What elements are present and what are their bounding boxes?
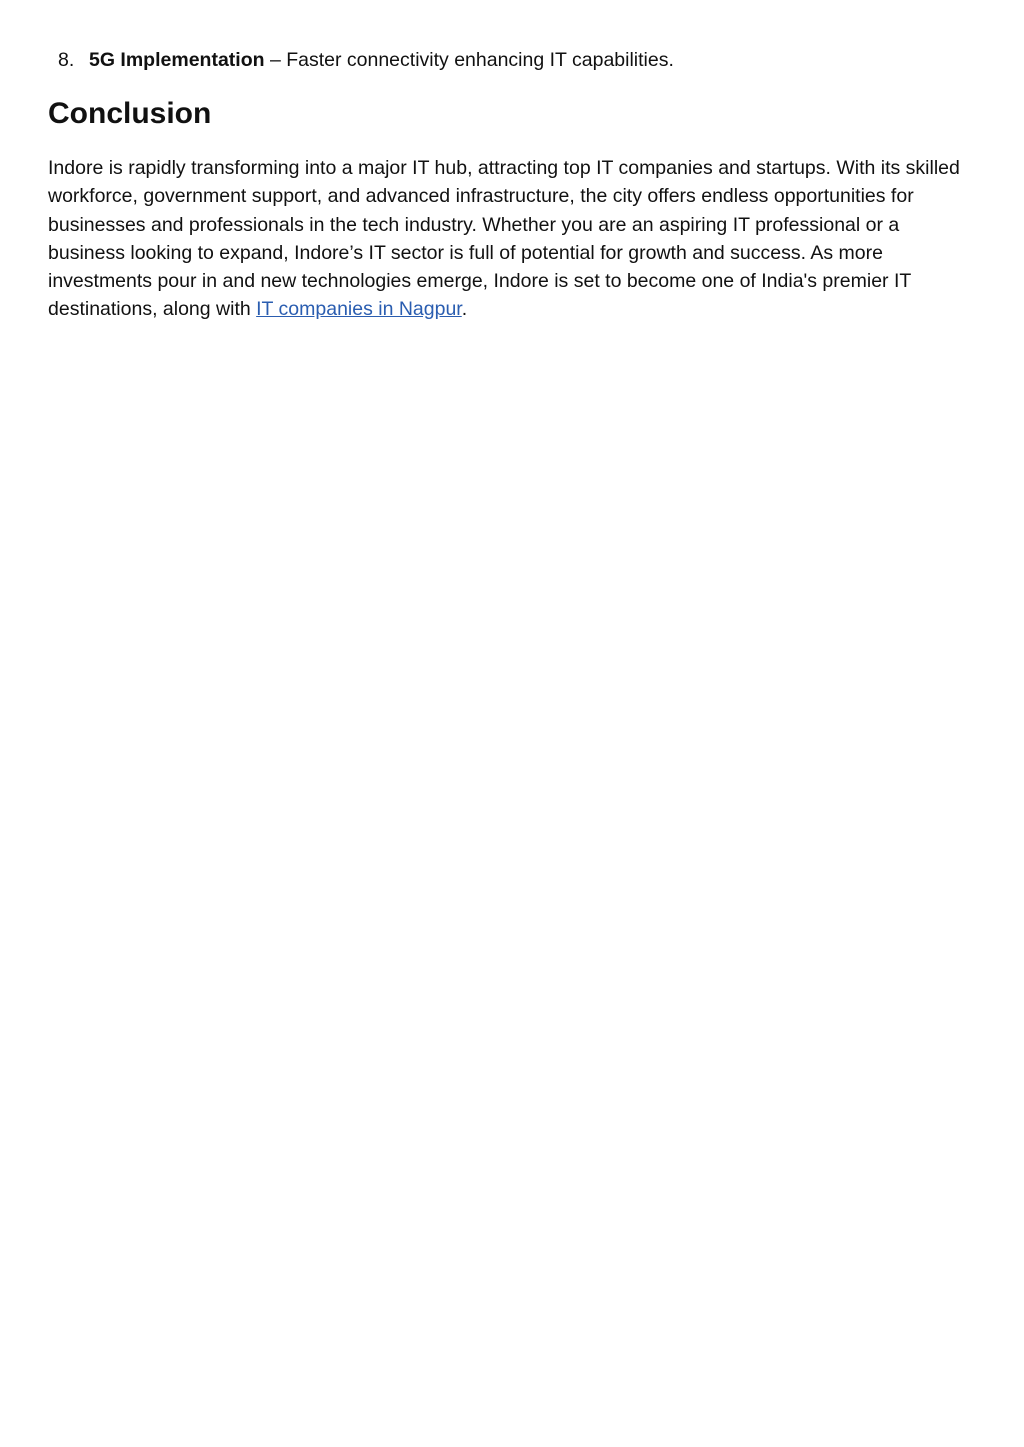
conclusion-heading: Conclusion: [48, 97, 212, 130]
list-item-number: 8.: [58, 49, 75, 71]
nagpur-companies-link[interactable]: IT companies in Nagpur: [256, 298, 462, 321]
conclusion-paragraph: [48, 154, 968, 324]
conclusion-paragraph-end: .: [461, 298, 468, 321]
conclusion-paragraph-text: Indore is rapidly transforming into a major IT hub, attracting top IT companies and startups. With its skilled workforce, government support, and advanced infrastructure, the city offers endless opportunities for businesses and professionals in the tech industry. Whether you are an aspiring IT professional or a business looking to expand, Indore’s IT sector is full of potential for growth and success. As more investments pour in and new technologies emerge, Indore is set to become one of India's premier IT destinations, along with: [48, 157, 960, 321]
list-item-5g-implementation: [58, 46, 976, 74]
list-item-text: – Faster connectivity enhancing IT capabilities.: [264, 49, 674, 71]
list-item-title: 5G Implementation: [89, 49, 265, 71]
